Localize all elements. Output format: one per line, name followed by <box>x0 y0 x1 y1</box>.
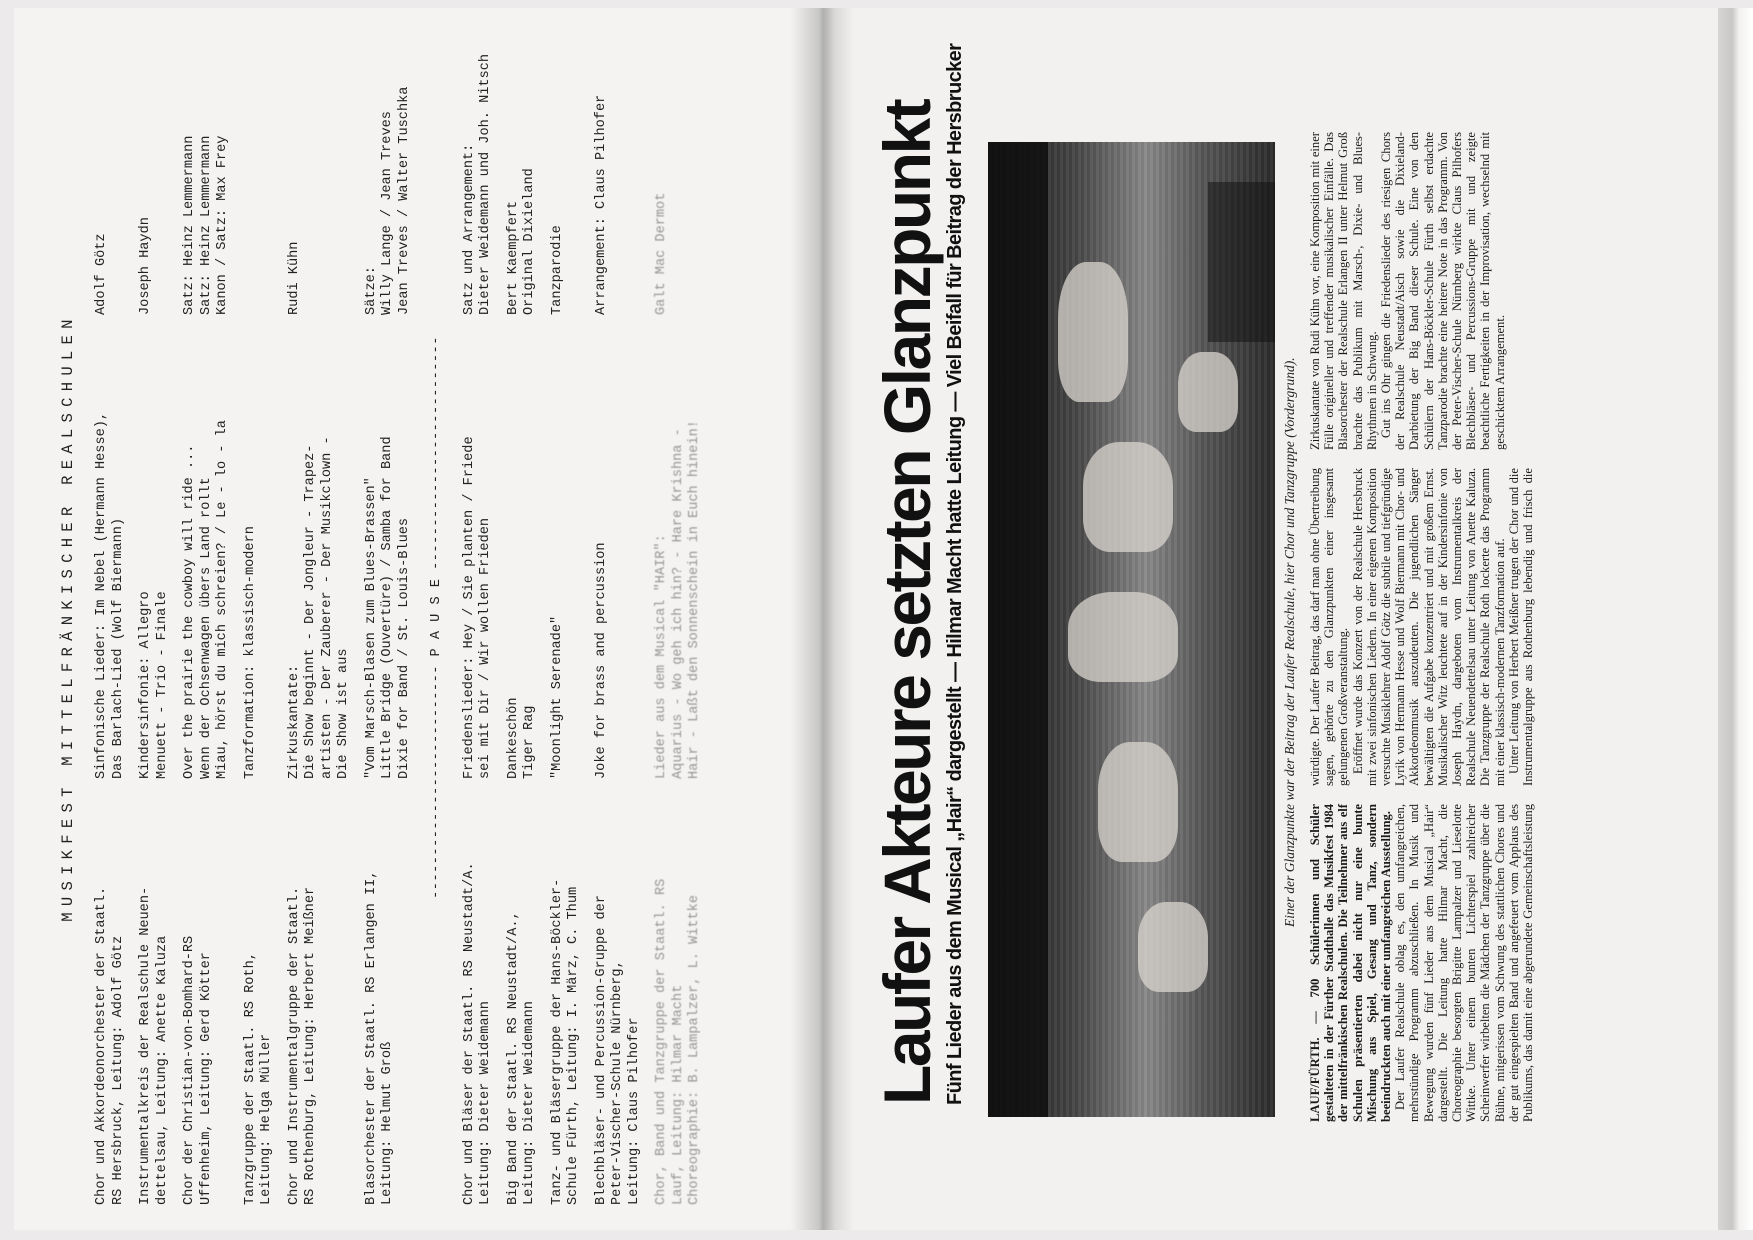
program-performers <box>594 795 644 1205</box>
article-headline: Laufer Akteure setzten Glanzpunkt <box>870 100 944 1105</box>
program-line: RS Rothenburg, Leitung: Herbert Meißner <box>303 886 318 1205</box>
program-line: Arrangement: Claus Pilhofer <box>593 94 609 315</box>
concert-program <box>60 30 780 1205</box>
program-line: Chor und Bläser der Staatl. RS Neustadt/A. <box>461 862 477 1205</box>
program-line: Original Dixieland <box>522 168 537 315</box>
program-line: Sinfonische Lieder: Im Nebel (Hermann Hesse), <box>94 411 109 779</box>
program-pieces <box>138 325 171 795</box>
program-title: MUSIKFEST MITTELFRÄNKISCHER REALSCHULEN <box>59 313 77 922</box>
program-composer <box>462 55 495 325</box>
article-paragraph: Gut ins Ohr gingen die Friedenslieder des riesigen Chors der Realschule Neustadt/Aisch sowie die Dixieland-Darbietung der Big Band dieser Schule. Eine von den Schülern der Hans-Böckler-Schule Fürth selbst erdachte Tanzparodie brachte eine heitere Note in das Programm. Von der Peter-Vischer-Schule Nürnberg wirkte Claus Pilhofers Blechbläser- und Percussions-Gruppe mit und zeigte beachtliche Fertigkeiten in der Improvisation, wechselnd mit geschicktem Arrangement. <box>1379 132 1507 450</box>
program-row <box>550 30 583 1205</box>
article-lead: 700 Schülerinnen und Schüler gestalteten in der Fürther Stadthalle das Musikfest 1984 der mittelfränkischen Realschulen. Die Teilnehmer aus elf Schulen präsentierten dabei nicht nur eine bunte Mischung aus Spiel, Gesang und Tanz, sondern beeindruckten auch mit einer umfangreichen Ausstellung. <box>1308 804 1394 1122</box>
photo-shadow <box>988 142 1048 1117</box>
program-line: Die Show ist aus <box>336 648 351 779</box>
article-dateline: LAUF/FÜRTH. — <box>1308 1011 1322 1122</box>
program-line: Joseph Haydn <box>138 217 153 315</box>
program-row <box>594 30 644 1205</box>
program-composer <box>364 55 414 325</box>
program-line: Instrumentalkreis der Realschule Neuen- <box>138 886 153 1205</box>
program-pieces <box>364 325 414 795</box>
program-line: Satz und Arrangement: <box>461 143 477 315</box>
program-line: Leitung: Helga Müller <box>259 1033 274 1205</box>
program-row <box>654 30 704 1205</box>
program-line: Zirkuskantate: <box>286 664 302 779</box>
program-row <box>287 30 353 1205</box>
program-pieces <box>243 325 276 795</box>
program-line: Bert Kaempfert <box>505 200 521 315</box>
program-line: Galt Mac Dermot <box>654 192 669 315</box>
program-line: Jean Treves / Walter Tuschka <box>396 86 412 315</box>
program-performers <box>654 795 704 1205</box>
program-rows-part-2 <box>462 30 704 1205</box>
program-line: Little Bridge (Ouvertüre) / Samba for Band <box>380 436 395 779</box>
program-line: "Moonlight Serenade" <box>549 615 565 779</box>
article-paragraph: Eröffnet wurde das Konzert von der Realschule Hersbruck mit zwei sinfonischen Liedern. In einer eigenen Komposition versuchte Musiklehrer Adolf Götz die subtile und tiefgründige Lyrik von Hermann Hesse und Wolf Biermann mit Chor- und Akkordeonmusik auszudeuten. Die jugendlichen Sänger bewältigten die Aufgabe konzentriert und mit großem Ernst. Musikalischer Witz leuchtete auf in der Kindersinfonie von Joseph Haydn, dargeboten vom Instrumentalkreis der Realschule Neuendettelsau unter Leitung von Anette Kaluza. Die Tanzgruppe der Realschule Roth lockerte das Programm mit einer klassisch-modernen Tanzformation auf. <box>1350 468 1507 786</box>
program-pieces <box>654 325 704 795</box>
program-line: Tanz- und Bläsergruppe der Hans-Böckler- <box>549 878 565 1205</box>
program-line: Dankeschön <box>505 697 521 779</box>
page-edge <box>1718 8 1753 1230</box>
program-pieces <box>462 325 495 795</box>
concert-photo <box>988 142 1275 1117</box>
program-composer <box>654 55 704 325</box>
program-line: Chor der Christian-von-Bomhard-RS <box>182 935 197 1205</box>
program-line: Dixie for Band / St. Louis-Blues <box>396 517 412 779</box>
program-row <box>94 30 127 1205</box>
program-pieces <box>550 325 583 795</box>
program-line: Dieter Weidemann und Joh. Nitsch <box>478 53 493 315</box>
program-line: Aquarius - Wo geh ich hin? - Hare Krishna - <box>670 428 686 779</box>
program-line: Das Barlach-Lied (Wolf Biermann) <box>110 517 126 779</box>
program-line: Peter-Vischer-Schule Nürnberg, <box>610 960 625 1205</box>
program-performers <box>364 795 414 1205</box>
photo-caption: Einer der Glanzpunkte war der Beitrag der Laufer Realschule, hier Chor und Tanzgruppe (Vordergrund). <box>1282 357 1297 927</box>
program-composer <box>94 55 127 325</box>
article-lead-paragraph <box>1308 804 1393 1122</box>
program-line: Kanon / Satz: Max Frey <box>215 135 230 315</box>
program-pieces <box>94 325 127 795</box>
program-performers <box>94 795 127 1205</box>
program-line: Kindersinfonie: Allegro <box>138 591 153 779</box>
program-pieces <box>182 325 232 795</box>
program-performers <box>182 795 232 1205</box>
program-row <box>462 30 495 1205</box>
program-composer <box>138 55 171 325</box>
pause-divider: --------------------------- P A U S E --------------------------- <box>429 336 444 899</box>
program-performers <box>243 795 276 1205</box>
photo-shadow <box>1208 182 1275 342</box>
program-performers <box>550 795 583 1205</box>
program-row <box>138 30 171 1205</box>
article-paragraph: Unter Leitung von Herbert Meißner trugen der Chor und die Instrumentalgruppe aus Rothenburg lebendig und frisch die Zirkuskantate von Rudi Kühn vor, eine Komposition mit einer Fülle origineller und treffender musikalischer Einfälle. Das Blasorchester der Realschule Erlangen II unter Helmut Groß brachte das Publikum mit Marsch-, Dixie- und Blues-Rhythmen in Schwung. <box>1308 132 1536 786</box>
program-line: Satz: Heinz Lemmermann <box>198 135 214 315</box>
program-line: Sätze: <box>363 266 379 315</box>
program-line: Tanzformation: klassisch-modern <box>242 526 258 779</box>
photo-figure <box>1058 262 1128 402</box>
program-line: dettelsau, Leitung: Anette Kaluza <box>154 935 170 1205</box>
program-line: Lieder aus dem Musical "HAIR": <box>654 534 669 779</box>
program-line: "Vom Marsch-Blasen zum Blues-Brassen" <box>363 477 379 779</box>
program-line: Joke for brass and percussion <box>593 542 609 779</box>
program-composer <box>506 55 539 325</box>
program-line: Chor und Instrumentalgruppe der Staatl. <box>286 886 302 1205</box>
program-row <box>182 30 232 1205</box>
program-composer <box>550 55 583 325</box>
program-row <box>506 30 539 1205</box>
program-row <box>364 30 414 1205</box>
program-line: Rudi Kühn <box>286 241 302 315</box>
program-rows-part-1 <box>94 30 413 1205</box>
program-line: Uffenheim, Leitung: Gerd Kötter <box>198 952 214 1205</box>
program-row <box>243 30 276 1205</box>
program-line: Satz: Heinz Lemmermann <box>182 135 197 315</box>
photo-figure <box>1068 592 1178 682</box>
article-subheadline: Fünf Lieder aus dem Musical „Hair“ dargestellt — Hilmar Macht hatte Leitung — Viel Beifall für Beitrag der Hersbrucker <box>944 43 966 1105</box>
program-composer <box>594 55 644 325</box>
program-line: artisten - Der Zauberer - Der Musikclown - <box>319 436 335 779</box>
program-line: Leitung: Helmut Groß <box>380 1041 395 1205</box>
program-line: Hair - Laßt den Sonnenschein in Euch hinein! <box>687 420 702 779</box>
program-line: Menuett - Trio - Finale <box>154 591 170 779</box>
photo-figure <box>1083 442 1173 552</box>
program-line: Die Show beginnt - Der Jongleur - Trapez- <box>303 444 318 779</box>
program-line: sei mit Dir / Wir wollen Frieden <box>478 517 493 779</box>
program-composer <box>243 55 276 325</box>
program-line: Blasorchester der Staatl. RS Erlangen II, <box>363 870 379 1205</box>
program-line: Tanzgruppe der Staatl. RS Roth, <box>242 952 258 1205</box>
program-line: Chor und Akkordeonorchester der Staatl. <box>94 886 109 1205</box>
program-line: Big Band der Staatl. RS Neustadt/A., <box>505 911 521 1205</box>
program-line: RS Hersbruck, Leitung: Adolf Götz <box>110 935 126 1205</box>
program-line: Leitung: Dieter Weidemann <box>522 1001 537 1205</box>
program-line: Over the prairie the cowboy will ride ... <box>182 444 197 779</box>
article-headline-block <box>870 43 972 1105</box>
program-line: Tanzparodie <box>549 225 565 315</box>
program-line: Lauf, Leitung: Hilmar Macht <box>670 984 686 1205</box>
program-line: Schule Fürth, Leitung: I. März, C. Thum <box>566 886 581 1205</box>
program-pieces <box>594 325 644 795</box>
program-line: Leitung: Dieter Weidemann <box>478 1001 493 1205</box>
book-gutter <box>790 8 854 1230</box>
program-line: Blechbläser- und Percussion-Gruppe der <box>593 895 609 1205</box>
program-pieces <box>506 325 539 795</box>
article-body <box>1308 132 1656 1122</box>
article-paragraph: Der Laufer Realschule oblag es, den umfangreichen, mehrstündige Programm abzuschließen. In Musik und Bewegung wurden fünf Lieder aus dem Musical „Hair“ dargestellt. Die Leitung hatte Hilmar Macht, die Choreographie besorgten Brigitte Lampalzer und Lieselotte Wittke. Unter einem bunten Lichterspiel zahlreicher Scheinwerfer wirbelten die Mädchen der Tanzgruppe über die Bühne, mitgerissen vom Schwung des stattlichen Chores und der gut eingespielten Band und angefeuert vom Applaus des Publikums, das damit eine abgerundete Gemeinschaftsleistung würdigte. Der Laufer Beitrag, das darf man ohne Übertreibung sagen, gehörte zu den Glanzpunkten einer insgesamt gelungenen Großveranstaltung. <box>1308 468 1536 1122</box>
program-line: Friedenslieder: Hey / Sie planten / Friede <box>461 436 477 779</box>
program-line: Wenn der Ochsenwagen übers Land rollt <box>198 477 214 779</box>
program-line: Adolf Götz <box>94 233 109 315</box>
program-composer <box>182 55 232 325</box>
program-performers <box>462 795 495 1205</box>
program-performers <box>506 795 539 1205</box>
program-performers <box>287 795 353 1205</box>
program-line: Miau, hörst du mich schreien? / Le - lo - la <box>215 420 230 779</box>
program-line: Willy Lange / Jean Treves <box>380 111 395 315</box>
program-line: Tiger Rag <box>522 705 537 779</box>
photo-figure <box>1138 902 1208 992</box>
program-line: Choreographie: B. Lampalzer, L. Wittke <box>687 895 702 1205</box>
program-performers <box>138 795 171 1205</box>
program-pieces <box>287 325 353 795</box>
program-line: Leitung: Claus Pilhofer <box>626 1017 642 1205</box>
program-composer <box>287 55 353 325</box>
program-line: Chor, Band und Tanzgruppe der Staatl. RS <box>654 878 669 1205</box>
photo-figure <box>1178 352 1238 432</box>
photo-figure <box>1098 742 1178 862</box>
